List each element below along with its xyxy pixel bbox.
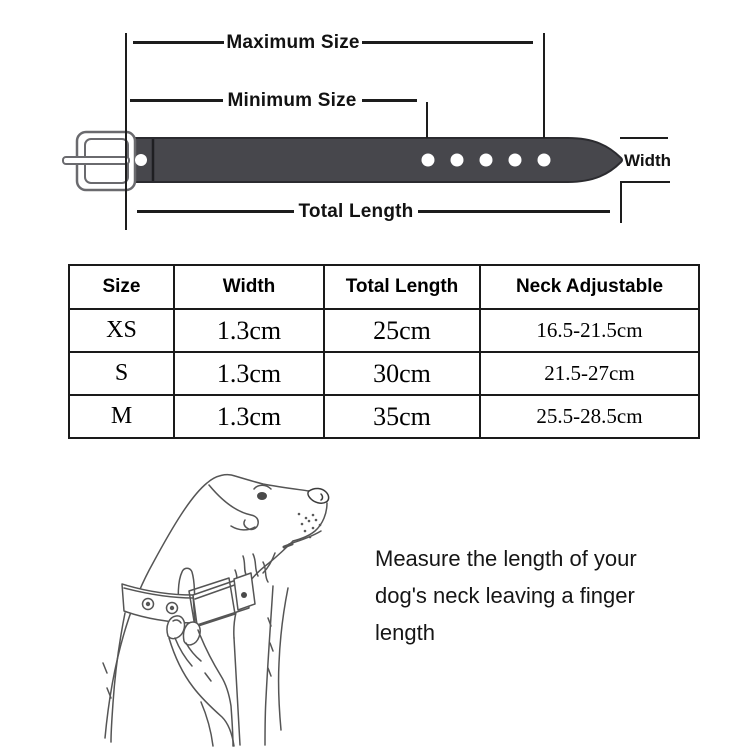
cell-size: XS [69, 309, 174, 352]
cell-neck-adjustable: 21.5-27cm [480, 352, 699, 395]
cell-size: S [69, 352, 174, 395]
cell-total-length: 35cm [324, 395, 480, 438]
instruction-line-1: Measure the length of your [375, 546, 637, 571]
cell-width: 1.3cm [174, 395, 324, 438]
buckle-prong [63, 157, 129, 164]
minimum-size-line-right [362, 99, 417, 102]
maximum-size-line-right [362, 41, 533, 44]
table-row-m [69, 395, 699, 438]
minimum-size-line-left [130, 99, 223, 102]
measure-instruction [375, 540, 685, 651]
hand-drawing [167, 616, 234, 746]
width-label: Width [624, 151, 672, 170]
maximum-size-label: Maximum Size [226, 32, 360, 53]
instruction-line-2: dog's neck leaving a finger [375, 583, 635, 608]
cell-neck-adjustable: 16.5-21.5cm [480, 309, 699, 352]
cell-width: 1.3cm [174, 352, 324, 395]
maximum-size-vertical [543, 33, 545, 138]
header-total-length: Total Length [324, 265, 480, 309]
total-length-line-left [137, 210, 294, 213]
minimum-size-vertical [426, 102, 428, 138]
total-length-line-right [418, 210, 610, 213]
cell-total-length: 25cm [324, 309, 480, 352]
instruction-line-3: length [375, 620, 435, 645]
minimum-size-label: Minimum Size [227, 90, 357, 111]
collar-buckle [234, 573, 255, 610]
header-width: Width [174, 265, 324, 309]
cell-width: 1.3cm [174, 309, 324, 352]
dog-drawing [85, 458, 350, 748]
table-row-xs [69, 309, 699, 352]
size-table-header-row [69, 265, 699, 309]
size-table [68, 264, 700, 439]
width-line-top [620, 137, 668, 139]
total-length-label: Total Length [298, 201, 414, 222]
maximum-size-line-left [133, 41, 224, 44]
cell-neck-adjustable: 25.5-28.5cm [480, 395, 699, 438]
header-size: Size [69, 265, 174, 309]
measure-line-left-vertical [125, 33, 127, 230]
width-line-bottom [620, 181, 670, 183]
width-vertical [620, 183, 622, 223]
header-neck-adjustable: Neck Adjustable [480, 265, 699, 309]
cell-size: M [69, 395, 174, 438]
table-row-s [69, 352, 699, 395]
cell-total-length: 30cm [324, 352, 480, 395]
